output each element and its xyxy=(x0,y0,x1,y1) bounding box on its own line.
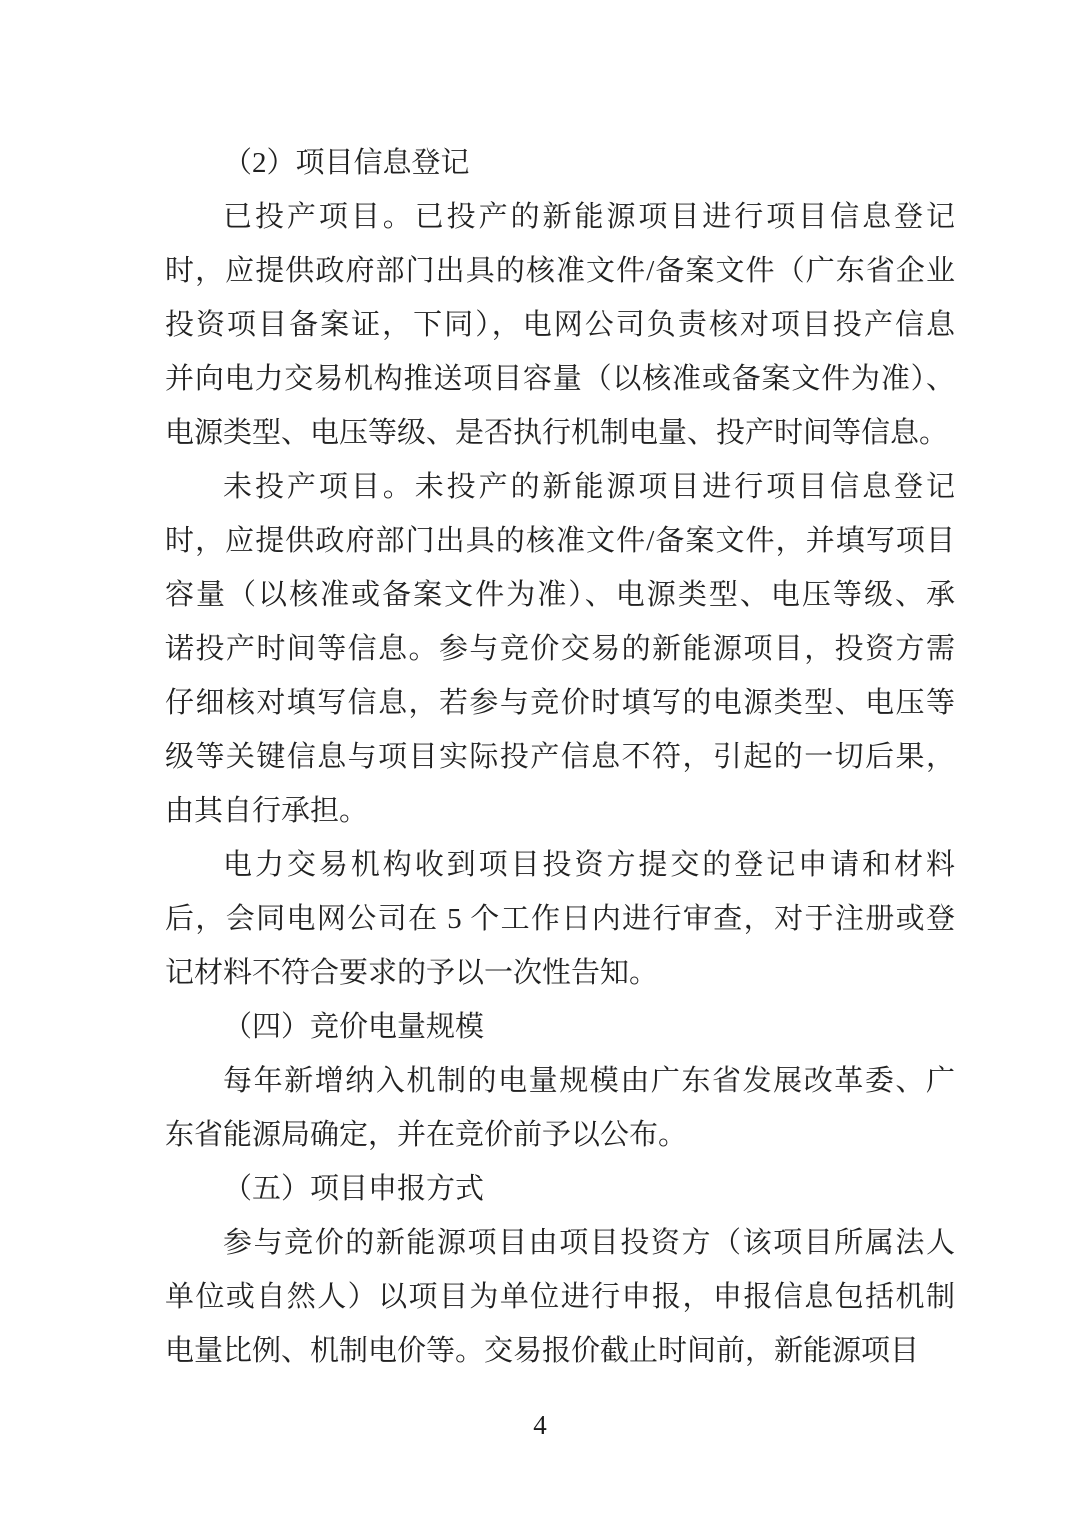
document-body xyxy=(165,136,955,1378)
paragraph-line: 仔细核对填写信息，若参与竞价时填写的电源类型、电压等 xyxy=(165,687,955,719)
paragraph-line: 诺投产时间等信息。参与竞价交易的新能源项目，投资方需 xyxy=(165,633,955,665)
paragraph-line: 时，应提供政府部门出具的核准文件/备案文件，并填写项目 xyxy=(165,525,955,557)
page-number: 4 xyxy=(533,1410,547,1440)
section-heading: （四）竞价电量规模 xyxy=(223,1011,485,1043)
paragraph-line: 并向电力交易机构推送项目容量（以核准或备案文件为准）、 xyxy=(165,363,955,395)
paragraph-line: 由其自行承担。 xyxy=(165,795,369,827)
paragraph-line: 记材料不符合要求的予以一次性告知。 xyxy=(165,957,659,989)
paragraph-line: 时，应提供政府部门出具的核准文件/备案文件（广东省企业 xyxy=(165,255,955,287)
paragraph-line: 单位或自然人）以项目为单位进行申报，申报信息包括机制 xyxy=(165,1281,955,1313)
paragraph-line: 电量比例、机制电价等。交易报价截止时间前，新能源项目 xyxy=(165,1335,920,1367)
paragraph-line: 级等关键信息与项目实际投产信息不符，引起的一切后果， xyxy=(165,741,955,773)
paragraph-line: 投资项目备案证，下同），电网公司负责核对项目投产信息 xyxy=(165,309,955,341)
paragraph-line: 每年新增纳入机制的电量规模由广东省发展改革委、广 xyxy=(223,1065,955,1097)
paragraph-line: 未投产项目。未投产的新能源项目进行项目信息登记 xyxy=(223,471,955,503)
section-heading: （五）项目申报方式 xyxy=(223,1173,485,1205)
paragraph-line: 容量（以核准或备案文件为准）、电源类型、电压等级、承 xyxy=(165,579,955,611)
paragraph-line: 东省能源局确定，并在竞价前予以公布。 xyxy=(165,1119,688,1151)
paragraph-line: 参与竞价的新能源项目由项目投资方（该项目所属法人 xyxy=(223,1227,955,1259)
page-footer xyxy=(0,1408,1080,1442)
paragraph-line: 后，会同电网公司在 5 个工作日内进行审查，对于注册或登 xyxy=(165,903,955,935)
paragraph-line: 电力交易机构收到项目投资方提交的登记申请和材料 xyxy=(223,849,955,881)
section-heading: （2）项目信息登记 xyxy=(223,147,470,179)
paragraph-line: 电源类型、电压等级、是否执行机制电量、投产时间等信息。 xyxy=(165,417,949,449)
paragraph-line: 已投产项目。已投产的新能源项目进行项目信息登记 xyxy=(223,201,955,233)
